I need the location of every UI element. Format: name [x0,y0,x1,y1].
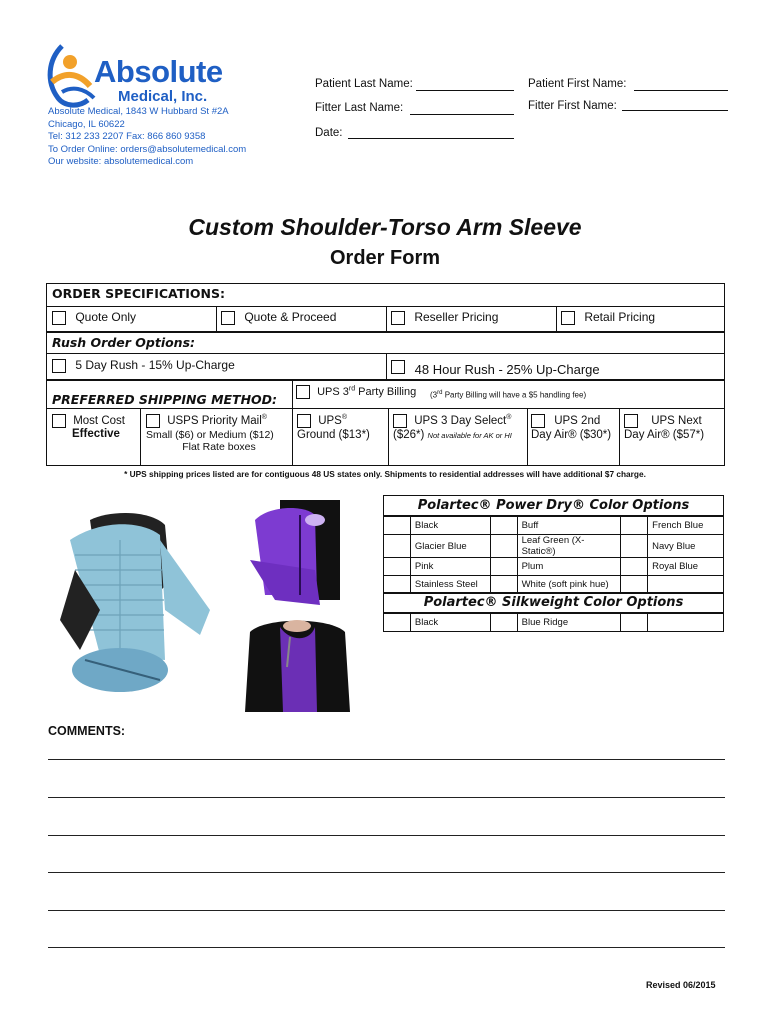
color-option-label: Blue Ridge [517,614,621,632]
color-checkbox-cell[interactable] [490,535,517,558]
contact-address: Absolute Medical, 1843 W Hubbard St #2A [48,106,229,117]
product-photo-blue-sleeve [40,510,215,700]
fitter-first-field[interactable] [622,110,728,111]
date-label: Date: [315,127,343,139]
color-checkbox-cell[interactable] [384,535,411,558]
color-checkbox-cell[interactable] [621,535,648,558]
ups-3rd-party-option[interactable] [296,385,416,399]
color-option-label: Stainless Steel [410,576,490,594]
patient-first-label: Patient First Name: [528,78,627,90]
comment-line[interactable] [48,759,725,760]
most-cost-effective-checkbox[interactable] [52,414,66,428]
reseller-pricing-option[interactable] [391,310,498,325]
form-title: Custom Shoulder-Torso Arm Sleeve [188,214,582,240]
color-row [384,614,724,632]
ups-ground-label: UPS® [318,414,348,428]
ups-2nd-day-option[interactable] [531,414,611,441]
color-option-label [648,614,724,632]
ups-ground-option[interactable] [297,414,370,441]
contact-email: To Order Online: orders@absolutemedical.com [48,143,247,155]
color-row [384,517,724,535]
most-cost-effective-label: Most Cost [73,415,125,428]
ups-next-day-option[interactable] [624,414,704,441]
color-option-label: Glacier Blue [410,535,490,558]
color-checkbox-cell[interactable] [621,558,648,576]
contact-phone: Tel: 312 233 2207 Fax: 866 860 9358 [48,131,206,142]
company-name: Absolute [94,54,223,89]
product-photo-purple-sleeve [245,500,350,605]
color-checkbox-cell[interactable] [384,614,411,632]
quote-only-checkbox[interactable] [52,311,66,325]
color-checkbox-cell[interactable] [384,517,411,535]
fitter-last-label: Fitter Last Name: [315,102,404,114]
silkweight-table [383,613,724,632]
ups-3-day-option[interactable] [393,414,527,441]
rush-5-day-label: 5 Day Rush - 15% Up-Charge [75,358,235,372]
color-option-label: Buff [517,517,621,535]
color-checkbox-cell[interactable] [621,517,648,535]
most-cost-effective-option[interactable] [52,414,125,440]
most-cost-effective-label-2: Effective [72,428,120,440]
rush-5-day-checkbox[interactable] [52,359,66,373]
ups-ground-price: Ground ($13*) [297,429,370,441]
color-option-label: Black [410,614,490,632]
color-checkbox-cell[interactable] [621,576,648,594]
form-subtitle: Order Form [329,247,441,269]
ups-2nd-day-price: Day Air® ($30*) [531,429,612,441]
patient-last-label: Patient Last Name: [315,78,413,90]
color-option-label: Black [410,517,490,535]
rush-heading: Rush Order Options: [52,335,196,350]
shipping-heading: PREFERRED SHIPPING METHOD: [52,392,278,407]
fitter-first-label: Fitter First Name: [528,100,617,112]
retail-pricing-checkbox[interactable] [561,311,575,325]
quote-only-option[interactable] [52,310,136,325]
patient-last-field[interactable] [416,90,514,91]
usps-priority-option[interactable] [146,414,292,453]
ups-ground-checkbox[interactable] [297,414,311,428]
usps-priority-checkbox[interactable] [146,414,160,428]
color-checkbox-cell[interactable] [384,558,411,576]
comment-line[interactable] [48,947,725,948]
rush-48-hour-checkbox[interactable] [391,360,405,374]
usps-priority-boxes: Flat Rate boxes [182,441,256,453]
color-option-label: Royal Blue [648,558,724,576]
color-checkbox-cell[interactable] [490,558,517,576]
color-checkbox-cell[interactable] [490,614,517,632]
silkweight-heading: Polartec® Silkweight Color Options [383,592,724,613]
color-row [384,535,724,558]
color-checkbox-cell[interactable] [490,576,517,594]
company-name-sub: Medical, Inc. [118,88,208,105]
color-checkbox-cell[interactable] [621,614,648,632]
ups-2nd-day-checkbox[interactable] [531,414,545,428]
shipping-footnote: * UPS shipping prices listed are for contiguous 48 US states only. Shipments to residential addresses will have additional $7 charge. [124,469,646,479]
ups-3-day-label: UPS 3 Day Select® [414,414,512,428]
color-option-label: Leaf Green (X-Static®) [517,535,621,558]
ups-3-day-checkbox[interactable] [393,414,407,428]
order-specs-heading: ORDER SPECIFICATIONS: [52,286,226,301]
rush-48-hour-label: 48 Hour Rush - 25% Up-Charge [414,362,600,377]
reseller-pricing-checkbox[interactable] [391,311,405,325]
ups-2nd-day-label: UPS 2nd [554,415,601,428]
contact-website: Our website: absolutemedical.com [48,156,194,167]
comment-line[interactable] [48,910,725,911]
comment-line[interactable] [48,835,725,836]
comment-line[interactable] [48,797,725,798]
color-row [384,558,724,576]
contact-city: Chicago, IL 60622 [48,118,125,130]
usps-priority-label: USPS Priority Mail® [167,414,267,428]
powerdry-table [383,516,724,594]
comments-label: COMMENTS: [48,724,126,738]
powerdry-heading: Polartec® Power Dry® Color Options [383,495,724,516]
color-option-label [648,576,724,594]
quote-proceed-checkbox[interactable] [221,311,235,325]
ups-3rd-party-label: UPS 3rd Party Billing [317,385,417,398]
color-option-label: French Blue [648,517,724,535]
color-option-label: Pink [410,558,490,576]
date-field[interactable] [348,138,514,139]
rush-5-day-option[interactable] [52,358,235,373]
ups-3rd-party-checkbox[interactable] [296,385,310,399]
retail-pricing-label: Retail Pricing [584,310,656,324]
company-logo [44,42,244,112]
quote-proceed-option[interactable] [221,310,336,325]
color-option-label: Navy Blue [648,535,724,558]
quote-only-label: Quote Only [75,310,137,324]
color-checkbox-cell[interactable] [490,517,517,535]
color-checkbox-cell[interactable] [384,576,411,594]
patient-first-field[interactable] [634,90,728,91]
quote-proceed-label: Quote & Proceed [244,310,337,324]
usps-priority-sizes: Small ($6) or Medium ($12) [146,429,274,441]
ups-3-day-note: Not available for AK or HI [427,431,512,440]
retail-pricing-option[interactable] [561,310,655,325]
color-option-label: Plum [517,558,621,576]
ups-3rd-party-note: (3rd Party Billing will have a $5 handling fee) [430,390,587,400]
ups-next-day-label: UPS Next [651,415,702,428]
ups-3-day-price: ($26*) [393,429,425,441]
color-row [384,576,724,594]
comment-line[interactable] [48,872,725,873]
reseller-pricing-label: Reseller Pricing [414,310,499,324]
revised-date: Revised 06/2015 [646,980,716,990]
company-contact [48,106,278,169]
ups-next-day-price: Day Air® ($57*) [624,429,705,441]
fitter-last-field[interactable] [410,114,514,115]
rush-48-hour-option[interactable] [391,358,600,377]
product-photo-black-sleeve [235,612,360,712]
color-option-label: White (soft pink hue) [517,576,621,594]
ups-next-day-checkbox[interactable] [624,414,638,428]
